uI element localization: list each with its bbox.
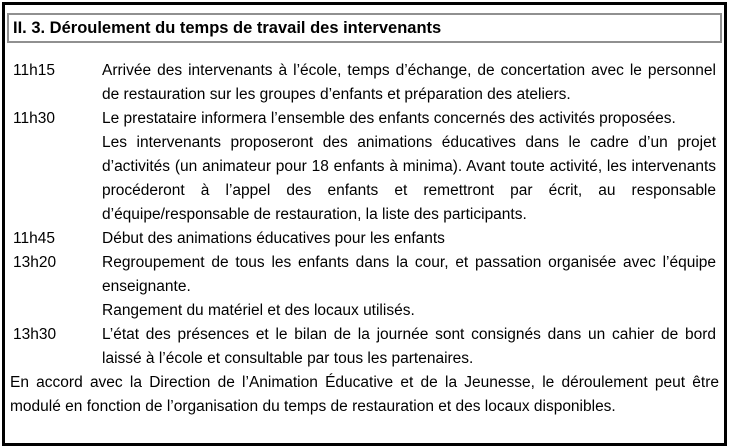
time-label: 13h20 — [13, 254, 57, 271]
schedule-row — [5, 107, 724, 227]
schedule-description — [102, 107, 724, 227]
section-title: II. 3. Déroulement du temps de travail des intervenants — [13, 19, 442, 37]
time-label: 11h30 — [13, 110, 55, 127]
schedule-paragraph: Le prestataire informera l’ensemble des enfants concernés des activités proposées. — [102, 110, 676, 127]
section-title-box — [7, 13, 722, 43]
schedule-paragraph: Arrivée des intervenants à l’école, temps d’échange, de concertation avec le personnel de restauration sur les groupes d’enfants et préparation des ateliers. — [102, 62, 716, 103]
schedule-description — [102, 251, 724, 323]
schedule-description — [102, 59, 724, 107]
schedule-row — [5, 59, 724, 107]
schedule-description — [102, 227, 724, 251]
time-label: 13h30 — [13, 326, 57, 343]
schedule-paragraph: Début des animations éducatives pour les enfants — [102, 230, 445, 247]
time-label: 11h45 — [13, 230, 55, 247]
document-outer-frame — [2, 2, 727, 446]
schedule-paragraph: Regroupement de tous les enfants dans la cour, et passation organisée avec l’équipe enseignante. — [102, 254, 716, 295]
schedule-row — [5, 323, 724, 371]
schedule-paragraph: L’état des présences et le bilan de la journée sont consignés dans un cahier de bord laissé à l’école et consultable par tous les partenaires. — [102, 326, 716, 367]
schedule-paragraph: Rangement du matériel et des locaux utilisés. — [102, 302, 415, 319]
schedule-paragraph: Les intervenants proposeront des animations éducatives dans le cadre d’un projet d’activités (un animateur pour 18 enfants à minima). Avant toute activité, les intervenants procéderont à l’appel des enfants et remettront par écrit, au responsable d’équipe/responsable de restauration, la liste des participants. — [102, 134, 716, 223]
schedule-row — [5, 251, 724, 323]
schedule — [5, 59, 724, 371]
time-label: 11h15 — [13, 62, 55, 79]
schedule-description — [102, 323, 724, 371]
schedule-row — [5, 227, 724, 251]
footer-note: En accord avec la Direction de l’Animation Éducative et de la Jeunesse, le déroulement peut être modulé en fonction de l’organisation du temps de restauration et des locaux disponibles. — [10, 374, 719, 415]
